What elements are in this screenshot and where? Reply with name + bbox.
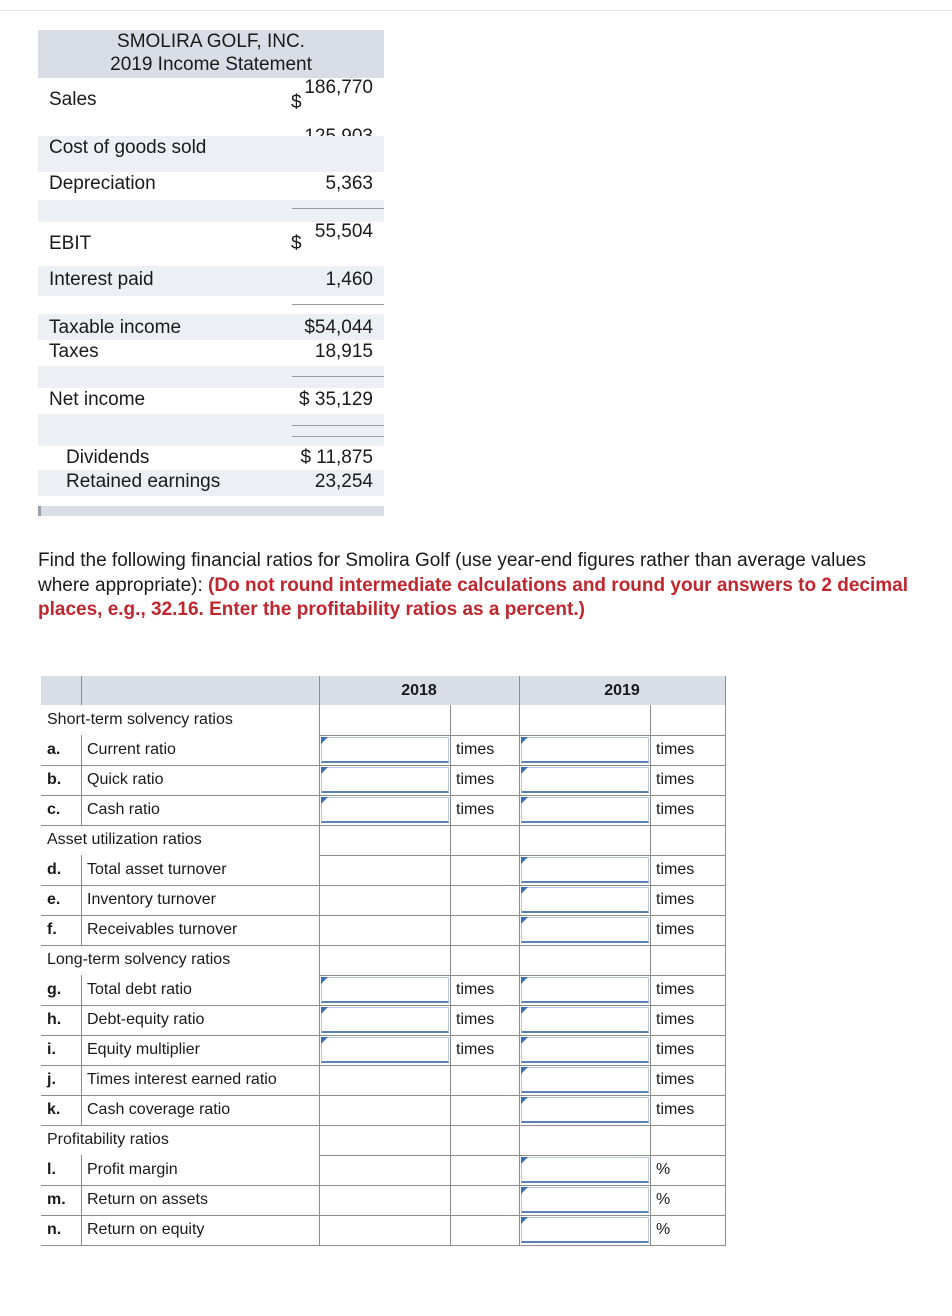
column-divider xyxy=(319,1035,320,1065)
column-divider xyxy=(319,1185,320,1215)
column-divider xyxy=(450,1065,451,1095)
unit-label: times xyxy=(656,861,695,878)
section-title: Profitability ratios xyxy=(47,1131,169,1148)
answer-input-2019[interactable] xyxy=(521,857,649,883)
column-divider xyxy=(650,1215,651,1245)
answer-input-2019[interactable] xyxy=(521,1187,649,1213)
answer-input-2019[interactable] xyxy=(521,1217,649,1243)
column-divider xyxy=(81,1035,82,1065)
column-divider xyxy=(450,1005,451,1035)
column-divider xyxy=(725,1005,726,1035)
column-divider xyxy=(319,1065,320,1095)
column-divider xyxy=(519,855,520,885)
taxes-value: 18,915 xyxy=(314,341,373,362)
year-2018-header: 2018 xyxy=(401,682,437,699)
ratio-table xyxy=(41,676,725,1246)
column-divider xyxy=(519,1065,520,1095)
answer-input-2019[interactable] xyxy=(521,1007,649,1033)
ratio-label: Total asset turnover xyxy=(87,861,227,878)
column-divider xyxy=(725,1185,726,1215)
answer-input-2018[interactable] xyxy=(321,797,449,823)
column-divider xyxy=(319,1095,320,1125)
unit-label: times xyxy=(656,1011,695,1028)
row-divider xyxy=(41,1245,726,1246)
cogs-label: Cost of goods sold xyxy=(49,137,207,158)
column-divider xyxy=(725,855,726,885)
ratio-label: Times interest earned ratio xyxy=(87,1071,277,1088)
column-divider xyxy=(725,735,726,765)
instructions xyxy=(38,549,918,623)
column-divider xyxy=(81,1005,82,1035)
column-divider xyxy=(650,1005,651,1035)
ratio-label: Return on equity xyxy=(87,1221,205,1238)
double-rule xyxy=(292,425,384,426)
ratio-letter: f. xyxy=(47,921,57,938)
column-divider xyxy=(450,855,451,885)
column-divider xyxy=(650,1095,651,1125)
ebit-label: EBIT xyxy=(49,233,92,254)
ratio-letter: i. xyxy=(47,1041,56,1058)
company-name: SMOLIRA GOLF, INC. xyxy=(117,31,305,52)
column-divider xyxy=(319,705,320,735)
column-divider xyxy=(319,795,320,825)
ratio-label: Cash ratio xyxy=(87,801,160,818)
column-divider xyxy=(650,915,651,945)
unit-label: times xyxy=(656,1101,695,1118)
ratio-letter: d. xyxy=(47,861,62,878)
ratio-letter: b. xyxy=(47,771,62,788)
answer-input-2019[interactable] xyxy=(521,737,649,763)
answer-input-2018[interactable] xyxy=(321,767,449,793)
unit-label: times xyxy=(656,741,695,758)
column-divider xyxy=(450,915,451,945)
column-divider xyxy=(450,735,451,765)
column-divider xyxy=(650,1035,651,1065)
column-divider xyxy=(650,1185,651,1215)
column-divider xyxy=(319,945,320,975)
answer-input-2018[interactable] xyxy=(321,977,449,1003)
column-divider xyxy=(650,945,651,975)
column-divider xyxy=(81,735,82,765)
column-divider xyxy=(450,1125,451,1155)
column-divider xyxy=(319,915,320,945)
statement-band xyxy=(38,414,384,446)
ratio-label: Quick ratio xyxy=(87,771,164,788)
column-divider xyxy=(450,1095,451,1125)
column-divider xyxy=(650,855,651,885)
taxable-income-label: Taxable income xyxy=(49,317,182,338)
column-divider xyxy=(650,765,651,795)
column-divider xyxy=(519,1095,520,1125)
column-divider xyxy=(650,705,651,735)
column-divider xyxy=(319,975,320,1005)
ebit-dollar: $ xyxy=(291,233,302,254)
sales-value: 186,770 xyxy=(304,77,373,98)
column-divider xyxy=(81,885,82,915)
taxable-income-value: $54,044 xyxy=(304,317,373,338)
ratio-label: Cash coverage ratio xyxy=(87,1101,231,1118)
ratio-letter: l. xyxy=(47,1161,56,1178)
column-divider xyxy=(81,1185,82,1215)
net-income-value: $ 35,129 xyxy=(299,389,373,410)
column-divider xyxy=(450,975,451,1005)
answer-input-2019[interactable] xyxy=(521,797,649,823)
ratio-letter: j. xyxy=(47,1071,56,1088)
column-divider xyxy=(519,1125,520,1155)
answer-input-2018[interactable] xyxy=(321,737,449,763)
ratio-label: Receivables turnover xyxy=(87,921,238,938)
double-rule xyxy=(292,436,384,437)
column-divider xyxy=(450,765,451,795)
ratio-letter: g. xyxy=(47,981,62,998)
statement-title: 2019 Income Statement xyxy=(110,54,312,75)
ratio-label: Profit margin xyxy=(87,1161,178,1178)
unit-label: times xyxy=(456,741,495,758)
interest-label: Interest paid xyxy=(49,269,154,290)
column-divider xyxy=(519,1035,520,1065)
column-divider xyxy=(725,795,726,825)
column-divider xyxy=(81,1095,82,1125)
column-divider xyxy=(650,885,651,915)
column-divider xyxy=(519,735,520,765)
answer-input-2019[interactable] xyxy=(521,1157,649,1183)
answer-input-2019[interactable] xyxy=(521,887,649,913)
column-divider xyxy=(81,915,82,945)
interest-value: 1,460 xyxy=(325,269,373,290)
column-divider xyxy=(519,885,520,915)
unit-label: % xyxy=(656,1191,671,1208)
unit-label: times xyxy=(456,1041,495,1058)
column-divider xyxy=(725,915,726,945)
column-divider xyxy=(519,1005,520,1035)
subtotal-rule xyxy=(292,208,384,209)
column-divider xyxy=(519,705,520,735)
unit-label: times xyxy=(456,771,495,788)
column-divider xyxy=(725,705,726,735)
retained-earnings-label: Retained earnings xyxy=(66,471,221,492)
column-divider xyxy=(519,1155,520,1185)
column-divider xyxy=(450,705,451,735)
column-divider xyxy=(725,1065,726,1095)
column-divider xyxy=(319,855,320,885)
column-divider xyxy=(519,975,520,1005)
header-divider xyxy=(519,676,520,705)
depreciation-value: 5,363 xyxy=(325,173,373,194)
header-divider xyxy=(81,676,82,705)
column-divider xyxy=(725,825,726,855)
ratio-letter: k. xyxy=(47,1101,61,1118)
unit-label: % xyxy=(656,1221,671,1238)
column-divider xyxy=(319,1155,320,1185)
taxes-label: Taxes xyxy=(49,341,99,362)
column-divider xyxy=(519,915,520,945)
answer-input-2019[interactable] xyxy=(521,1067,649,1093)
column-divider xyxy=(725,1125,726,1155)
unit-label: times xyxy=(656,891,695,908)
answer-input-2019[interactable] xyxy=(521,1037,649,1063)
column-divider xyxy=(650,1125,651,1155)
instructions-emphasis: (Do not round intermediate calculations and round your answers to 2 decimal places, e.g., 32.16. Enter the profitability ratios as a percent.) xyxy=(38,574,908,620)
column-divider xyxy=(725,945,726,975)
ratio-label: Current ratio xyxy=(87,741,176,758)
unit-label: times xyxy=(656,801,695,818)
column-divider xyxy=(725,885,726,915)
subtotal-rule xyxy=(292,376,384,377)
column-divider xyxy=(81,1155,82,1185)
column-divider xyxy=(450,945,451,975)
ratio-label: Total debt ratio xyxy=(87,981,192,998)
ratio-letter: c. xyxy=(47,801,61,818)
unit-label: times xyxy=(656,1041,695,1058)
column-divider xyxy=(519,765,520,795)
statement-band xyxy=(38,200,384,222)
instructions-text: Find the following financial ratios for Smolira Golf (use year-end figures rather than average values where appropriate): xyxy=(38,550,866,596)
column-divider xyxy=(319,1215,320,1245)
column-divider xyxy=(725,1155,726,1185)
unit-label: times xyxy=(456,801,495,818)
column-divider xyxy=(650,825,651,855)
unit-label: times xyxy=(656,981,695,998)
dividends-label: Dividends xyxy=(66,447,150,468)
ratio-label: Equity multiplier xyxy=(87,1041,200,1058)
column-divider xyxy=(450,1035,451,1065)
column-divider xyxy=(650,795,651,825)
subtotal-rule xyxy=(292,304,384,305)
year-2019-header: 2019 xyxy=(604,682,640,699)
sales-label: Sales xyxy=(49,89,97,110)
column-divider xyxy=(450,1215,451,1245)
column-divider xyxy=(81,975,82,1005)
column-divider xyxy=(450,1185,451,1215)
column-divider xyxy=(319,765,320,795)
column-divider xyxy=(81,1065,82,1095)
ratio-label: Inventory turnover xyxy=(87,891,216,908)
dividends-value: $ 11,875 xyxy=(300,447,373,468)
column-divider xyxy=(650,1065,651,1095)
column-divider xyxy=(519,825,520,855)
income-statement xyxy=(38,30,384,518)
top-divider xyxy=(0,10,952,11)
column-divider xyxy=(319,1125,320,1155)
unit-label: times xyxy=(656,771,695,788)
header-divider xyxy=(725,676,726,705)
column-divider xyxy=(81,795,82,825)
answer-input-2019[interactable] xyxy=(521,917,649,943)
unit-label: % xyxy=(656,1161,671,1178)
statement-band xyxy=(38,366,384,388)
column-divider xyxy=(650,975,651,1005)
depreciation-label: Depreciation xyxy=(49,173,156,194)
column-divider xyxy=(725,975,726,1005)
statement-footer-bar xyxy=(38,506,384,516)
column-divider xyxy=(650,1155,651,1185)
ratio-label: Return on assets xyxy=(87,1191,208,1208)
unit-label: times xyxy=(456,1011,495,1028)
section-title: Long-term solvency ratios xyxy=(47,951,231,968)
answer-input-2018[interactable] xyxy=(321,1037,449,1063)
column-divider xyxy=(519,945,520,975)
ebit-value: 55,504 xyxy=(314,221,373,242)
column-divider xyxy=(450,885,451,915)
retained-earnings-value: 23,254 xyxy=(314,471,373,492)
column-divider xyxy=(450,795,451,825)
ratio-letter: n. xyxy=(47,1221,62,1238)
unit-label: times xyxy=(656,1071,695,1088)
column-divider xyxy=(519,1185,520,1215)
column-divider xyxy=(450,825,451,855)
section-title: Short-term solvency ratios xyxy=(47,711,233,728)
answer-input-2019[interactable] xyxy=(521,767,649,793)
ratio-letter: a. xyxy=(47,741,61,758)
column-divider xyxy=(81,855,82,885)
column-divider xyxy=(319,1005,320,1035)
column-divider xyxy=(725,1095,726,1125)
answer-input-2019[interactable] xyxy=(521,977,649,1003)
column-divider xyxy=(725,765,726,795)
column-divider xyxy=(319,825,320,855)
ratio-letter: e. xyxy=(47,891,61,908)
column-divider xyxy=(319,735,320,765)
column-divider xyxy=(319,885,320,915)
column-divider xyxy=(725,1215,726,1245)
column-divider xyxy=(519,795,520,825)
unit-label: times xyxy=(456,981,495,998)
answer-input-2018[interactable] xyxy=(321,1007,449,1033)
column-divider xyxy=(81,765,82,795)
ratio-letter: m. xyxy=(47,1191,66,1208)
header-divider xyxy=(319,676,320,705)
unit-label: times xyxy=(656,921,695,938)
column-divider xyxy=(519,1215,520,1245)
net-income-label: Net income xyxy=(49,389,146,410)
column-divider xyxy=(450,1155,451,1185)
section-title: Asset utilization ratios xyxy=(47,831,202,848)
answer-input-2019[interactable] xyxy=(521,1097,649,1123)
ratio-letter: h. xyxy=(47,1011,62,1028)
ratio-label: Debt-equity ratio xyxy=(87,1011,205,1028)
column-divider xyxy=(725,1035,726,1065)
column-divider xyxy=(650,735,651,765)
sales-dollar: $ xyxy=(291,92,302,113)
column-divider xyxy=(81,1215,82,1245)
